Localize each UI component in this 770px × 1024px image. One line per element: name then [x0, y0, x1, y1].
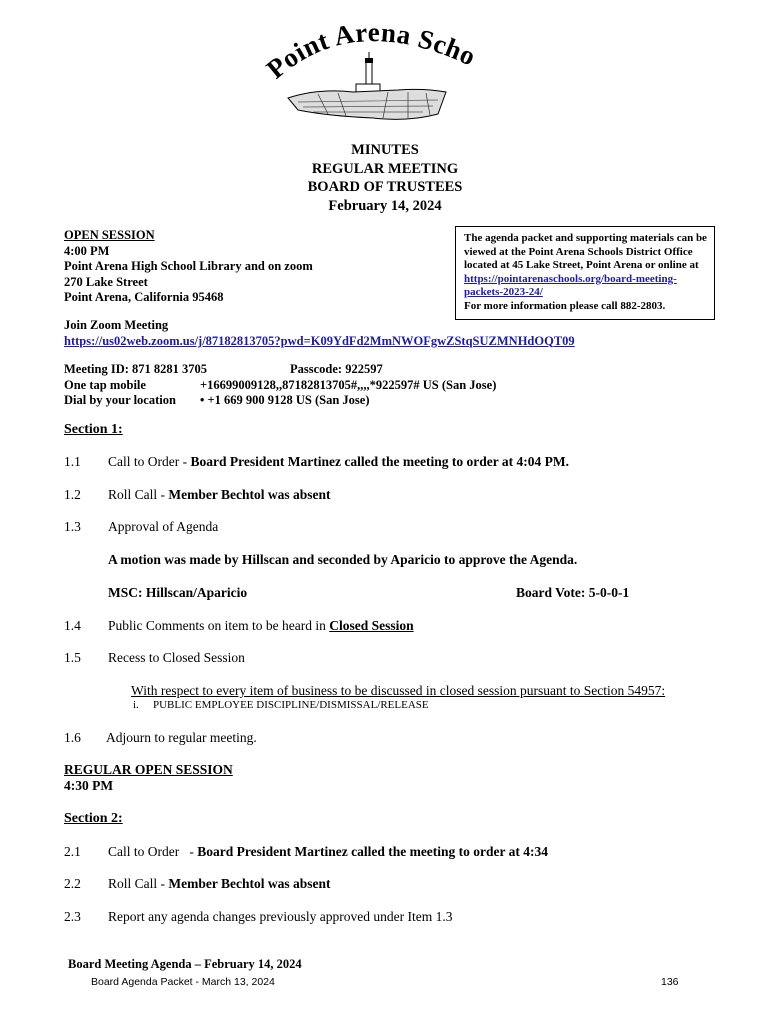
open-session-time: 4:00 PM — [64, 243, 110, 258]
info-box-contact: For more information please call 882-2803. — [464, 299, 666, 312]
title-board: BOARD OF TRUSTEES — [307, 179, 463, 195]
item-number: 1.1 — [64, 454, 81, 469]
agenda-info-box — [455, 226, 715, 320]
closed-sub-number: i. — [133, 699, 139, 711]
item-label: Recess to Closed Session — [108, 650, 245, 665]
item-label: Call to Order - — [108, 844, 198, 859]
item-label: Adjourn to regular meeting. — [106, 730, 257, 745]
meeting-passcode: Passcode: 922597 — [290, 362, 383, 376]
item-number: 1.4 — [64, 618, 81, 633]
item-detail: Member Bechtol was absent — [168, 487, 331, 502]
agenda-item-2-1 — [64, 844, 744, 862]
regular-session-time: 4:30 PM — [64, 778, 114, 793]
agenda-item-1-1 — [64, 454, 744, 472]
closed-session-link: Closed Session — [329, 618, 414, 633]
zoom-block — [64, 318, 575, 349]
item-number: 1.3 — [64, 519, 81, 534]
open-session-block — [64, 228, 313, 306]
item-label: Approval of Agenda — [108, 519, 219, 534]
board-packets-link[interactable]: https://pointarenaschools.org/board-meeting-packets-2023-24/ — [464, 272, 677, 298]
agenda-item-1-4 — [64, 618, 744, 636]
board-vote: Board Vote: 5-0-0-1 — [516, 585, 630, 600]
item-detail: Board President Martinez called the meeting to order at 4:04 PM. — [190, 454, 570, 469]
section-1-heading: Section 1: — [64, 422, 123, 437]
item-detail: Board President Martinez called the meeting to order at 4:34 — [197, 844, 549, 859]
closed-session-note: With respect to every item of business to be discussed in closed session pursuant to Section 54957: — [131, 683, 666, 698]
tap-value: +16699009128,,87182813705#,,,,*922597# US (San Jose) — [200, 377, 497, 392]
dial-label: Dial by your location — [64, 393, 176, 407]
agenda-item-1-2 — [64, 487, 744, 505]
agenda-item-1-6 — [64, 730, 744, 748]
zoom-link[interactable]: https://us02web.zoom.us/j/87182813705?pwd=K09YdFd2MmNWOFgwZStqSUZMNHdOQT09 — [64, 333, 575, 348]
tap-label: One tap mobile — [64, 377, 146, 392]
item-number: 2.2 — [64, 876, 81, 891]
item-number: 2.3 — [64, 909, 81, 924]
open-session-city: Point Arena, California 95468 — [64, 290, 224, 304]
info-box-text: The agenda packet and supporting materials can be viewed at the Point Arena Schools District Office located at 45 Lake Street, Point Arena or online at — [464, 232, 707, 271]
footer-title: Board Meeting Agenda – February 14, 2024 — [68, 957, 302, 971]
item-label: Call to Order - — [108, 454, 191, 469]
dial-value: • +1 669 900 9128 US (San Jose) — [200, 393, 370, 407]
msc-line: MSC: Hillscan/Aparicio — [108, 585, 248, 600]
regular-session-block — [64, 762, 233, 794]
item-number: 2.1 — [64, 844, 81, 859]
document-titles — [0, 141, 770, 215]
item-detail: Member Bechtol was absent — [168, 876, 331, 891]
zoom-heading: Join Zoom Meeting — [64, 318, 169, 332]
open-session-location: Point Arena High School Library and on zoom — [64, 259, 313, 273]
lighthouse-logo-graphic — [258, 18, 480, 128]
item-number: 1.2 — [64, 487, 81, 502]
open-session-heading: OPEN SESSION — [64, 228, 155, 242]
title-minutes: MINUTES — [351, 142, 419, 158]
title-regular-meeting: REGULAR MEETING — [311, 160, 459, 177]
meeting-id: Meeting ID: 871 8281 3705 — [64, 362, 208, 376]
item-label: Public Comments on item to be heard in — [108, 618, 330, 633]
item-number: 1.5 — [64, 650, 81, 665]
item-label: Roll Call - — [108, 876, 169, 891]
section-2-heading: Section 2: — [64, 811, 123, 826]
meeting-info — [64, 362, 497, 409]
logo-text: Point Arena Scho — [260, 18, 480, 85]
school-logo — [258, 18, 480, 128]
footer-packet-date: Board Agenda Packet - March 13, 2024 — [91, 976, 275, 988]
item-label: Report any agenda changes previously approved under Item 1.3 — [108, 909, 453, 924]
page-number: 136 — [661, 976, 679, 988]
agenda-item-2-3 — [64, 909, 744, 927]
agenda-item-1-3 — [64, 519, 744, 537]
open-session-street: 270 Lake Street — [64, 274, 148, 289]
closed-sub-item: PUBLIC EMPLOYEE DISCIPLINE/DISMISSAL/RELEASE — [153, 699, 429, 711]
agenda-item-2-2 — [64, 876, 744, 894]
regular-session-heading: REGULAR OPEN SESSION — [64, 762, 233, 777]
agenda-motion: A motion was made by Hillscan and seconded by Aparicio to approve the Agenda. — [108, 552, 578, 567]
agenda-item-1-5 — [64, 650, 744, 668]
item-number: 1.6 — [64, 730, 81, 745]
title-date: February 14, 2024 — [328, 197, 442, 214]
item-label: Roll Call - — [108, 487, 169, 502]
